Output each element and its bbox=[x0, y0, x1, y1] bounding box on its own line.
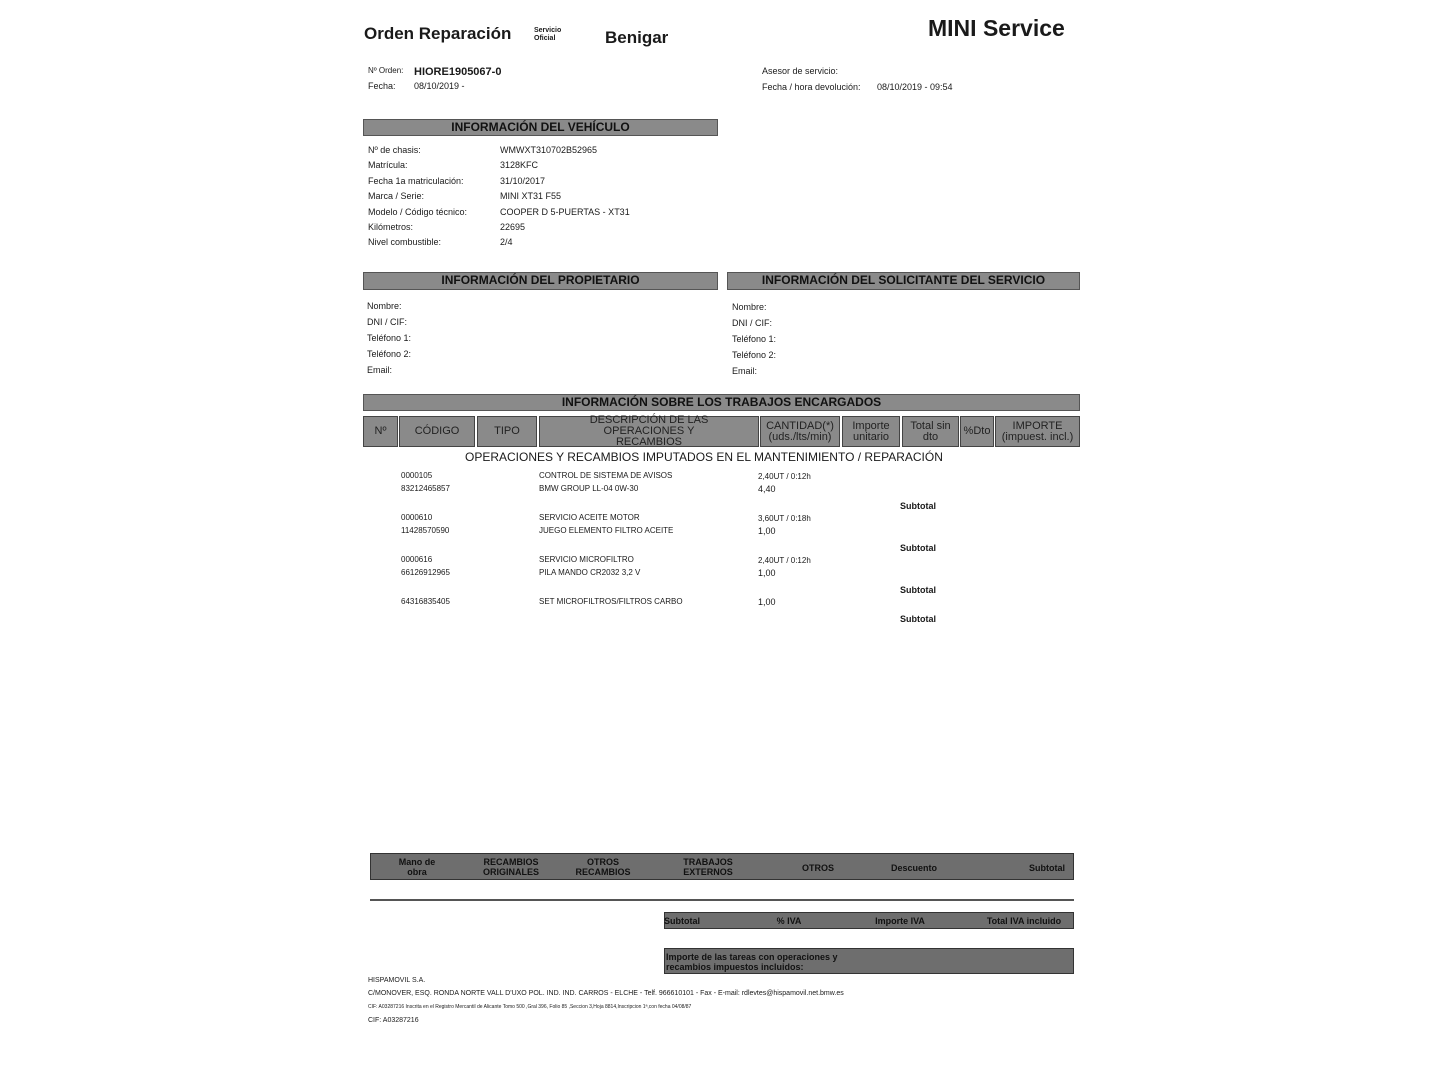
owner-id-label: DNI / CIF: bbox=[367, 317, 407, 327]
item-description: SET MICROFILTROS/FILTROS CARBO bbox=[539, 597, 683, 606]
item-quantity: 3,60UT / 0:18h bbox=[758, 514, 811, 523]
item-code: 83212465857 bbox=[401, 484, 450, 493]
item-quantity: 1,00 bbox=[758, 526, 776, 536]
official-line-1: Servicio bbox=[534, 27, 562, 34]
requester-heading: INFORMACIÓN DEL SOLICITANTE DEL SERVICIO bbox=[727, 272, 1080, 290]
subtotal-label: Subtotal bbox=[900, 501, 936, 511]
requester-id-label: DNI / CIF: bbox=[732, 318, 772, 328]
original-parts-header: RECAMBIOS ORIGINALES bbox=[482, 857, 539, 877]
owner-name-label: Nombre: bbox=[367, 301, 402, 311]
advisor-label: Asesor de servicio: bbox=[762, 66, 839, 76]
jobs-heading: INFORMACIÓN SOBRE LOS TRABAJOS ENCARGADOS bbox=[363, 394, 1080, 411]
owner-phone1-label: Teléfono 1: bbox=[367, 333, 412, 343]
company-cif: CIF: A03287216 bbox=[368, 1017, 419, 1024]
return-date-label: Fecha / hora devolución: bbox=[762, 82, 861, 92]
item-quantity: 1,00 bbox=[758, 597, 776, 607]
official-service-mark bbox=[534, 27, 561, 43]
item-code: 11428570590 bbox=[401, 526, 450, 535]
item-description: CONTROL DE SISTEMA DE AVISOS bbox=[539, 471, 673, 480]
item-quantity: 1,00 bbox=[758, 568, 776, 578]
owner-email-label: Email: bbox=[367, 365, 393, 375]
item-code: 0000610 bbox=[401, 513, 433, 522]
item-description: BMW GROUP LL-04 0W-30 bbox=[539, 484, 639, 493]
totals-vat-percent: % IVA bbox=[776, 916, 802, 926]
item-quantity: 2,40UT / 0:12h bbox=[758, 472, 811, 481]
company-address: C/MONOVER, ESQ. RONDA NORTE VALL D'UXO POL. IND. IND. CARROS - ELCHE - Telf. 966610101 - Fax - E-mail: rdlevtes@hispamovil.net.bmw.es bbox=[368, 990, 844, 997]
col-description: DESCRIPCIÓN DE LAS OPERACIONES Y RECAMBIOS bbox=[539, 416, 759, 447]
plate-label: Matrícula: bbox=[368, 160, 408, 170]
order-date-label: Fecha: bbox=[368, 81, 396, 91]
requester-name-label: Nombre: bbox=[732, 302, 767, 312]
document-title: Orden Reparación bbox=[364, 24, 512, 43]
col-quantity: CANTIDAD(*) (uds./lts/min) bbox=[760, 416, 840, 447]
col-unit-price: Importe unitario bbox=[842, 416, 900, 447]
owner-phone2-label: Teléfono 2: bbox=[367, 349, 412, 359]
col-type: TIPO bbox=[477, 416, 537, 447]
subtotal-label: Subtotal bbox=[900, 585, 936, 595]
official-line-2: Oficial bbox=[534, 35, 556, 42]
make-series-value: MINI XT31 F55 bbox=[500, 191, 562, 201]
fuel-label: Nivel combustible: bbox=[368, 237, 442, 247]
registration-date-value: 31/10/2017 bbox=[500, 176, 546, 186]
order-number: HIORE1905067-0 bbox=[414, 66, 502, 78]
item-description: PILA MANDO CR2032 3,2 V bbox=[539, 568, 641, 577]
totals-subtotal: Subtotal bbox=[664, 916, 700, 926]
chassis-value: WMWXT310702B52965 bbox=[500, 145, 598, 155]
item-code: 66126912965 bbox=[401, 568, 450, 577]
item-code: 0000105 bbox=[401, 471, 433, 480]
col-number: Nº bbox=[363, 416, 398, 447]
item-description: SERVICIO MICROFILTRO bbox=[539, 555, 634, 564]
final-amount-label: Importe de las tareas con operaciones y recambios impuestos incluidos: bbox=[666, 952, 838, 972]
jobs-section-title: OPERACIONES Y RECAMBIOS IMPUTADOS EN EL MANTENIMIENTO / REPARACIÓN bbox=[465, 450, 943, 464]
external-work-header: TRABAJOS EXTERNOS bbox=[683, 857, 733, 877]
km-label: Kilómetros: bbox=[368, 222, 414, 232]
requester-phone1-label: Teléfono 1: bbox=[732, 334, 777, 344]
requester-phone2-label: Teléfono 2: bbox=[732, 350, 777, 360]
subtotal-label: Subtotal bbox=[900, 614, 936, 624]
order-number-label: Nº Orden: bbox=[368, 66, 404, 75]
brand-logo-text: MINI Service bbox=[928, 15, 1065, 41]
owner-heading: INFORMACIÓN DEL PROPIETARIO bbox=[363, 272, 718, 290]
dealer-name: Benigar bbox=[605, 28, 669, 47]
registration-date-label: Fecha 1a matriculación: bbox=[368, 176, 464, 186]
col-total-no-discount: Total sin dto bbox=[902, 416, 959, 447]
others-header: OTROS bbox=[801, 863, 834, 873]
company-name: HISPAMOVIL S.A. bbox=[368, 977, 426, 984]
item-description: SERVICIO ACEITE MOTOR bbox=[539, 513, 640, 522]
vehicle-heading: INFORMACIÓN DEL VEHÍCULO bbox=[363, 119, 718, 136]
item-quantity: 2,40UT / 0:12h bbox=[758, 556, 811, 565]
company-registry: CIF: A03287216 Inscrita en el Registro Mercantil de Alicante Tomo 500 ,Gral 396, Folio 85 ,Seccion 3,Hoja 8814,Inscripcion 1ª,con fecha 04/08/87 bbox=[368, 1004, 692, 1010]
return-date-value: 08/10/2019 - 09:54 bbox=[877, 82, 953, 92]
item-code: 64316835405 bbox=[401, 597, 450, 606]
discount-header: Descuento bbox=[890, 863, 937, 873]
plate-value: 3128KFC bbox=[500, 160, 539, 170]
item-code: 0000616 bbox=[401, 555, 433, 564]
model-label: Modelo / Código técnico: bbox=[368, 207, 468, 217]
item-description: JUEGO ELEMENTO FILTRO ACEITE bbox=[539, 526, 674, 535]
totals-total-with-vat: Total IVA incluido bbox=[986, 916, 1062, 926]
subtotal-label: Subtotal bbox=[900, 543, 936, 553]
make-series-label: Marca / Serie: bbox=[368, 191, 425, 201]
col-discount: %Dto bbox=[960, 416, 994, 447]
model-value: COOPER D 5-PUERTAS - XT31 bbox=[500, 207, 630, 217]
km-value: 22695 bbox=[500, 222, 526, 232]
fuel-value: 2/4 bbox=[500, 237, 513, 247]
labor-header: Mano de obra bbox=[398, 857, 436, 877]
item-quantity: 4,40 bbox=[758, 484, 776, 494]
order-date: 08/10/2019 - bbox=[414, 81, 465, 91]
col-amount: IMPORTE (impuest. incl.) bbox=[995, 416, 1080, 447]
totals-vat-amount: Importe IVA bbox=[875, 916, 925, 926]
other-parts-header: OTROS RECAMBIOS bbox=[575, 857, 631, 877]
chassis-label: Nº de chasis: bbox=[368, 145, 421, 155]
subtotal-header: Subtotal bbox=[1029, 863, 1065, 873]
requester-email-label: Email: bbox=[732, 366, 758, 376]
col-code: CÓDIGO bbox=[399, 416, 475, 447]
divider-line bbox=[370, 899, 1074, 901]
